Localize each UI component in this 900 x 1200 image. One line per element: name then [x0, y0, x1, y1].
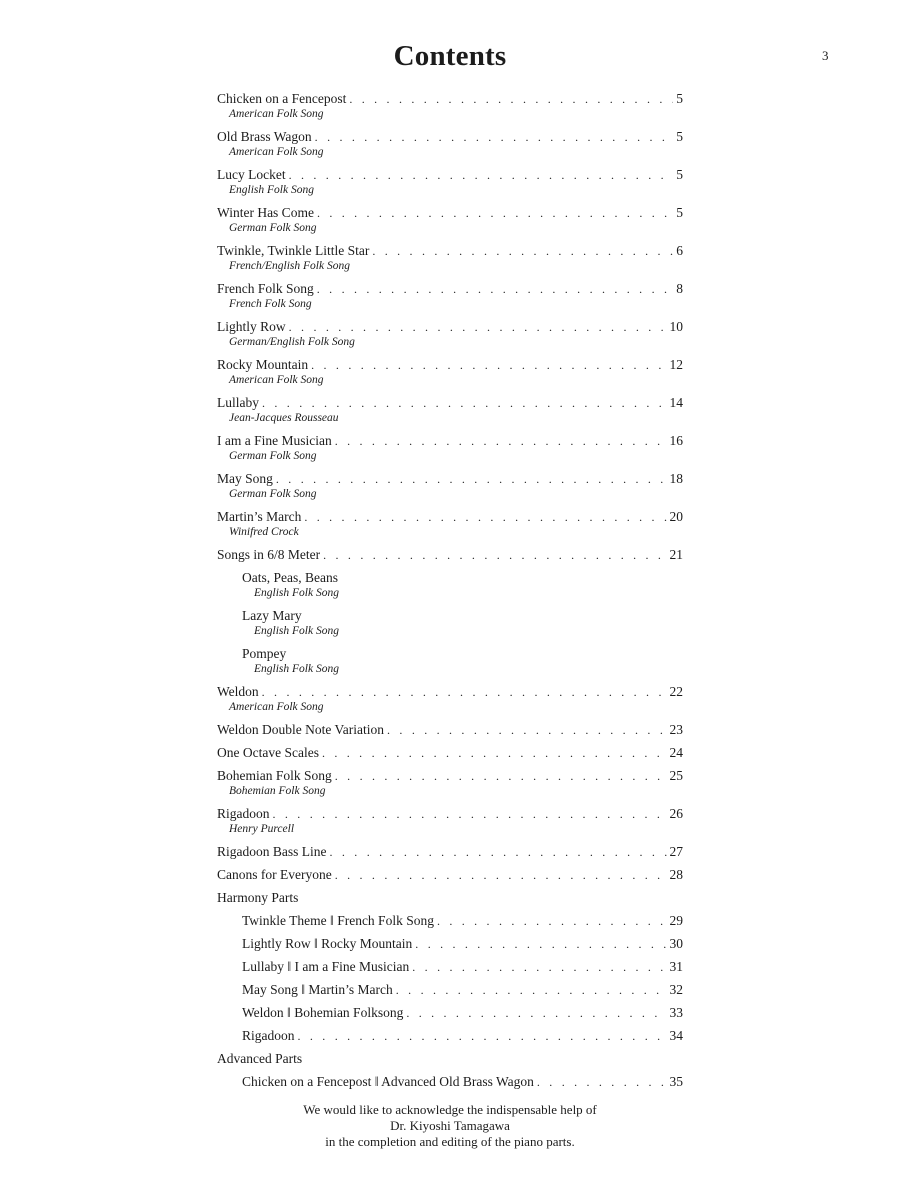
- toc-title: Winter Has Come: [217, 205, 314, 220]
- acknowledgment-line: in the completion and editing of the piano parts.: [325, 1134, 575, 1149]
- toc-entry: [217, 318, 683, 349]
- toc-subtitle: Winifred Crock: [229, 526, 299, 538]
- toc-title: Twinkle Theme ‖ French Folk Song: [242, 913, 434, 928]
- toc-title: Bohemian Folk Song: [217, 768, 332, 783]
- toc-page: 29: [669, 913, 683, 928]
- toc-page: 5: [676, 91, 683, 106]
- dot-leader: [349, 91, 673, 108]
- toc-subtitle: American Folk Song: [229, 146, 324, 158]
- toc-title: I am a Fine Musician: [217, 433, 332, 448]
- toc-subtitle: German Folk Song: [229, 222, 317, 234]
- toc-page: 16: [669, 433, 683, 448]
- toc-page: 14: [669, 395, 683, 410]
- toc-title: Chicken on a Fencepost ‖ Advanced Old Brass Wagon: [242, 1074, 534, 1089]
- toc-entry: [217, 546, 683, 563]
- dot-leader: [387, 722, 666, 739]
- toc-title: Lullaby: [217, 395, 259, 410]
- toc-page: 12: [669, 357, 683, 372]
- toc-page: 21: [669, 547, 683, 562]
- toc-title: Weldon: [217, 684, 259, 699]
- toc-page: 8: [676, 281, 683, 296]
- toc-subtitle: Bohemian Folk Song: [229, 785, 326, 797]
- dot-leader: [330, 844, 667, 861]
- toc-page: 32: [669, 982, 683, 997]
- toc-page: 10: [669, 319, 683, 334]
- toc-subtitle: Henry Purcell: [229, 823, 295, 835]
- dot-leader: [412, 959, 666, 976]
- dot-leader: [311, 357, 666, 374]
- toc-entry: [217, 90, 683, 121]
- toc-entry: [217, 721, 683, 738]
- toc-title: Weldon Double Note Variation: [217, 722, 385, 737]
- toc-entry: [217, 767, 683, 798]
- toc-subtitle: German/English Folk Song: [229, 336, 355, 348]
- toc-entry: [217, 166, 683, 197]
- toc-title: Canons for Everyone: [217, 867, 332, 882]
- toc-subentry: [217, 935, 683, 952]
- dot-leader: [317, 281, 673, 298]
- toc-page: 5: [676, 205, 683, 220]
- toc-subentry: [217, 1073, 683, 1090]
- toc-subtitle: American Folk Song: [229, 701, 324, 713]
- toc-page: 5: [676, 167, 683, 182]
- toc-entry: [217, 805, 683, 836]
- toc-title: Oats, Peas, Beans: [242, 570, 338, 585]
- toc-title: Rigadoon: [217, 806, 270, 821]
- page-title: Contents: [393, 40, 507, 72]
- dot-leader: [262, 684, 667, 701]
- toc-title: Rigadoon Bass Line: [217, 844, 327, 859]
- toc-entry: [217, 128, 683, 159]
- toc-section-heading: [217, 1050, 683, 1067]
- toc-entry: [217, 470, 683, 501]
- dot-leader: [406, 1005, 666, 1022]
- toc-page: 33: [669, 1005, 683, 1020]
- toc-page: 35: [669, 1074, 683, 1089]
- toc-entry: [217, 356, 683, 387]
- toc-title: Lazy Mary: [242, 608, 302, 623]
- toc-subtitle: German Folk Song: [229, 450, 317, 462]
- acknowledgment: [0, 1102, 900, 1150]
- toc-title: Lightly Row: [217, 319, 286, 334]
- toc-page: 31: [669, 959, 683, 974]
- dot-leader: [317, 205, 673, 222]
- dot-leader: [262, 395, 667, 412]
- dot-leader: [335, 768, 667, 785]
- toc-title: Lullaby ‖ I am a Fine Musician: [242, 959, 410, 974]
- toc-entry: [217, 683, 683, 714]
- toc-subtitle: American Folk Song: [229, 374, 324, 386]
- toc-title: May Song: [217, 471, 273, 486]
- toc-subtitle: French/English Folk Song: [229, 260, 350, 272]
- dot-leader: [273, 806, 667, 823]
- dot-leader: [537, 1074, 667, 1091]
- toc-page: 6: [676, 243, 683, 258]
- toc-title: Rigadoon: [242, 1028, 295, 1043]
- toc-page: 20: [669, 509, 683, 524]
- toc-subentry: [217, 958, 683, 975]
- toc-subentry: [217, 569, 683, 600]
- dot-leader: [289, 319, 667, 336]
- dot-leader: [298, 1028, 667, 1045]
- dot-leader: [372, 243, 673, 260]
- dot-leader: [335, 433, 667, 450]
- toc-page: 25: [669, 768, 683, 783]
- dot-leader: [276, 471, 667, 488]
- toc-subtitle: English Folk Song: [254, 625, 339, 637]
- toc-entry: [217, 744, 683, 761]
- toc-title: Weldon ‖ Bohemian Folksong: [242, 1005, 404, 1020]
- toc-title: Rocky Mountain: [217, 357, 309, 372]
- dot-leader: [289, 167, 674, 184]
- dot-leader: [315, 129, 674, 146]
- toc-title: French Folk Song: [217, 281, 314, 296]
- toc-subtitle: German Folk Song: [229, 488, 317, 500]
- toc-title: Martin’s March: [217, 509, 302, 524]
- toc-title: Songs in 6/8 Meter: [217, 547, 321, 562]
- toc-entry: [217, 866, 683, 883]
- toc-page: 30: [669, 936, 683, 951]
- toc-subentry: [217, 912, 683, 929]
- toc-page: 23: [669, 722, 683, 737]
- toc-page: 34: [669, 1028, 683, 1043]
- toc-title: Twinkle, Twinkle Little Star: [217, 243, 370, 258]
- toc-subentry: [217, 981, 683, 998]
- toc-title: Harmony Parts: [217, 890, 299, 905]
- toc-page: 27: [669, 844, 683, 859]
- toc-entry: [217, 204, 683, 235]
- toc-page: 26: [669, 806, 683, 821]
- toc-title: May Song ‖ Martin’s March: [242, 982, 393, 997]
- acknowledgment-line: Dr. Kiyoshi Tamagawa: [390, 1118, 510, 1133]
- dot-leader: [415, 936, 666, 953]
- toc-page: 5: [676, 129, 683, 144]
- toc-subtitle: Jean-Jacques Rousseau: [229, 412, 339, 424]
- toc-title: Chicken on a Fencepost: [217, 91, 347, 106]
- toc-title: Advanced Parts: [217, 1051, 303, 1066]
- dot-leader: [396, 982, 667, 999]
- dot-leader: [304, 509, 666, 526]
- toc-subentry: [217, 645, 683, 676]
- dot-leader: [437, 913, 667, 930]
- toc-entry: [217, 843, 683, 860]
- page-number: 3: [822, 48, 829, 63]
- toc-title: Old Brass Wagon: [217, 129, 312, 144]
- toc-page: 18: [669, 471, 683, 486]
- toc-section-heading: [217, 889, 683, 906]
- toc-entry: [217, 280, 683, 311]
- dot-leader: [323, 547, 666, 564]
- toc-subentry: [217, 1004, 683, 1021]
- dot-leader: [322, 745, 667, 762]
- toc-subentry: [217, 1027, 683, 1044]
- toc-subtitle: English Folk Song: [229, 184, 314, 196]
- toc-title: Lucy Locket: [217, 167, 286, 182]
- toc-subentry: [217, 607, 683, 638]
- toc-entry: [217, 394, 683, 425]
- toc-entry: [217, 242, 683, 273]
- toc-title: Lightly Row ‖ Rocky Mountain: [242, 936, 413, 951]
- toc-subtitle: English Folk Song: [254, 663, 339, 675]
- toc-subtitle: American Folk Song: [229, 108, 324, 120]
- toc-subtitle: French Folk Song: [229, 298, 312, 310]
- toc-page: 22: [669, 684, 683, 699]
- toc-page: 28: [669, 867, 683, 882]
- toc-title: Pompey: [242, 646, 287, 661]
- toc-page: 24: [669, 745, 683, 760]
- toc-entry: [217, 508, 683, 539]
- toc-entry: [217, 432, 683, 463]
- toc-subtitle: English Folk Song: [254, 587, 339, 599]
- toc-title: One Octave Scales: [217, 745, 319, 760]
- dot-leader: [335, 867, 667, 884]
- acknowledgment-line: We would like to acknowledge the indispensable help of: [303, 1102, 597, 1117]
